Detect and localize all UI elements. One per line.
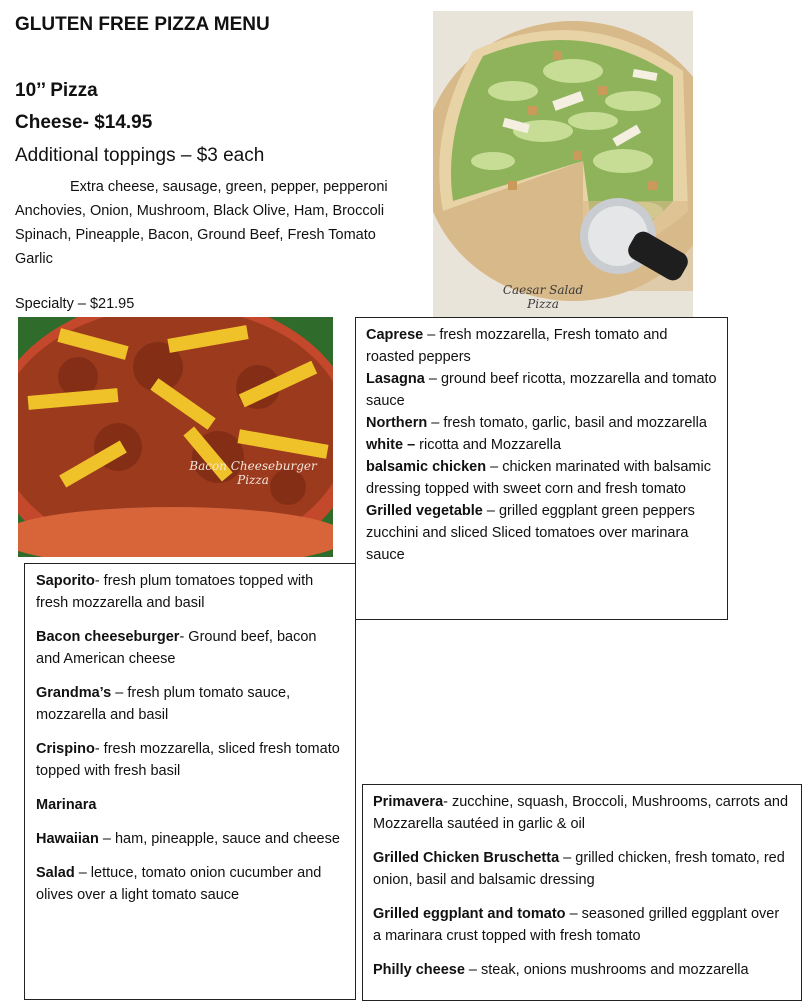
- menu-item: [36, 862, 344, 906]
- item-desc: - fresh mozzarella, sliced fresh tomato topped with fresh basil: [36, 741, 340, 779]
- item-name: Hawaiian: [36, 831, 99, 847]
- menu-item: [366, 456, 717, 500]
- menu-item: [373, 847, 791, 891]
- item-name: Lasagna: [366, 371, 425, 387]
- toppings-list: [15, 175, 415, 271]
- bacon-cheeseburger-pizza-photo: [18, 317, 333, 557]
- menu-item: [373, 903, 791, 947]
- specialty-box-bottom-right: [362, 784, 802, 1001]
- bacon-caption-line2: Pizza: [237, 473, 269, 487]
- menu-title: GLUTEN FREE PIZZA MENU: [15, 14, 270, 35]
- additional-toppings-price: Additional toppings – $3 each: [15, 145, 265, 166]
- menu-item: [366, 412, 717, 434]
- item-name: Philly cheese: [373, 962, 465, 978]
- toppings-text: Extra cheese, sausage, green, pepper, pepperoni Anchovies, Onion, Mushroom, Black Olive, Ham, Broccoli Spinach, Pineapple, Bacon, Ground Beef, Fresh Tomato Garlic: [15, 179, 388, 267]
- menu-item: [366, 324, 717, 368]
- specialty-price: Specialty – $21.95: [15, 296, 135, 312]
- caesar-caption: [473, 283, 613, 311]
- item-name: Grilled eggplant and tomato: [373, 906, 566, 922]
- item-desc: – steak, onions mushrooms and mozzarella: [464, 962, 749, 978]
- item-desc: ricotta and Mozzarella: [415, 437, 562, 453]
- item-name: white –: [366, 437, 416, 453]
- menu-item: [36, 828, 344, 850]
- specialty-box-right: [355, 317, 728, 620]
- item-desc: – ground beef ricotta, mozzarella and tomato sauce: [366, 371, 717, 409]
- pizza-size: 10’’ Pizza: [15, 80, 98, 101]
- menu-item: [36, 682, 344, 726]
- menu-item: [373, 959, 791, 981]
- item-desc: – seasoned grilled eggplant over a marinara crust topped with fresh tomato: [373, 906, 780, 944]
- menu-item: [36, 570, 344, 614]
- item-desc: - zucchine, squash, Broccoli, Mushrooms, carrots and Mozzarella sautéed in garlic & oil: [373, 794, 789, 832]
- item-name: Grilled Chicken Bruschetta: [373, 850, 560, 866]
- menu-item: [36, 794, 344, 816]
- item-desc: – fresh mozzarella, Fresh tomato and roasted peppers: [366, 327, 668, 365]
- item-desc: – grilled eggplant green peppers zucchini and sliced Sliced tomatoes over marinara sauce: [366, 503, 695, 563]
- item-name: Primavera: [373, 794, 444, 810]
- bacon-caption-line1: Bacon Cheeseburger: [189, 459, 317, 473]
- cheese-price: Cheese- $14.95: [15, 112, 153, 133]
- item-desc: - fresh plum tomatoes topped with fresh mozzarella and basil: [36, 573, 314, 611]
- item-desc: – fresh tomato, garlic, basil and mozzarella: [427, 415, 707, 431]
- caesar-pizza-illustration: [433, 11, 693, 317]
- item-name: Bacon cheeseburger: [36, 629, 180, 645]
- item-desc: – chicken marinated with balsamic dressing topped with sweet corn and fresh tomato: [366, 459, 711, 497]
- item-desc: – lettuce, tomato onion cucumber and olives over a light tomato sauce: [36, 865, 322, 903]
- item-name: Northern: [366, 415, 428, 431]
- item-name: Marinara: [36, 797, 97, 813]
- bacon-pizza-illustration: [18, 317, 333, 557]
- menu-item: [366, 500, 717, 566]
- menu-item: [366, 434, 717, 456]
- item-name: Grilled vegetable: [366, 503, 483, 519]
- caesar-caption-line1: Caesar Salad: [502, 283, 584, 297]
- item-name: Crispino: [36, 741, 95, 757]
- menu-item: [373, 791, 791, 835]
- item-name: Salad: [36, 865, 75, 881]
- item-name: Caprese: [366, 327, 424, 343]
- caesar-caption-line2: Pizza: [527, 297, 559, 311]
- item-name: Grandma’s: [36, 685, 112, 701]
- item-desc: – fresh plum tomato sauce, mozzarella and basil: [36, 685, 291, 723]
- menu-item: [36, 738, 344, 782]
- menu-item: [366, 368, 717, 412]
- menu-item: [36, 626, 344, 670]
- item-desc: – grilled chicken, fresh tomato, red onion, basil and balsamic dressing: [373, 850, 785, 888]
- item-name: balsamic chicken: [366, 459, 487, 475]
- item-desc: - Ground beef, bacon and American cheese: [36, 629, 317, 667]
- bacon-caption: [178, 459, 328, 487]
- specialty-box-left: [24, 563, 356, 1000]
- item-desc: – ham, pineapple, sauce and cheese: [98, 831, 340, 847]
- caesar-salad-pizza-photo: [433, 11, 693, 317]
- item-name: Saporito: [36, 573, 95, 589]
